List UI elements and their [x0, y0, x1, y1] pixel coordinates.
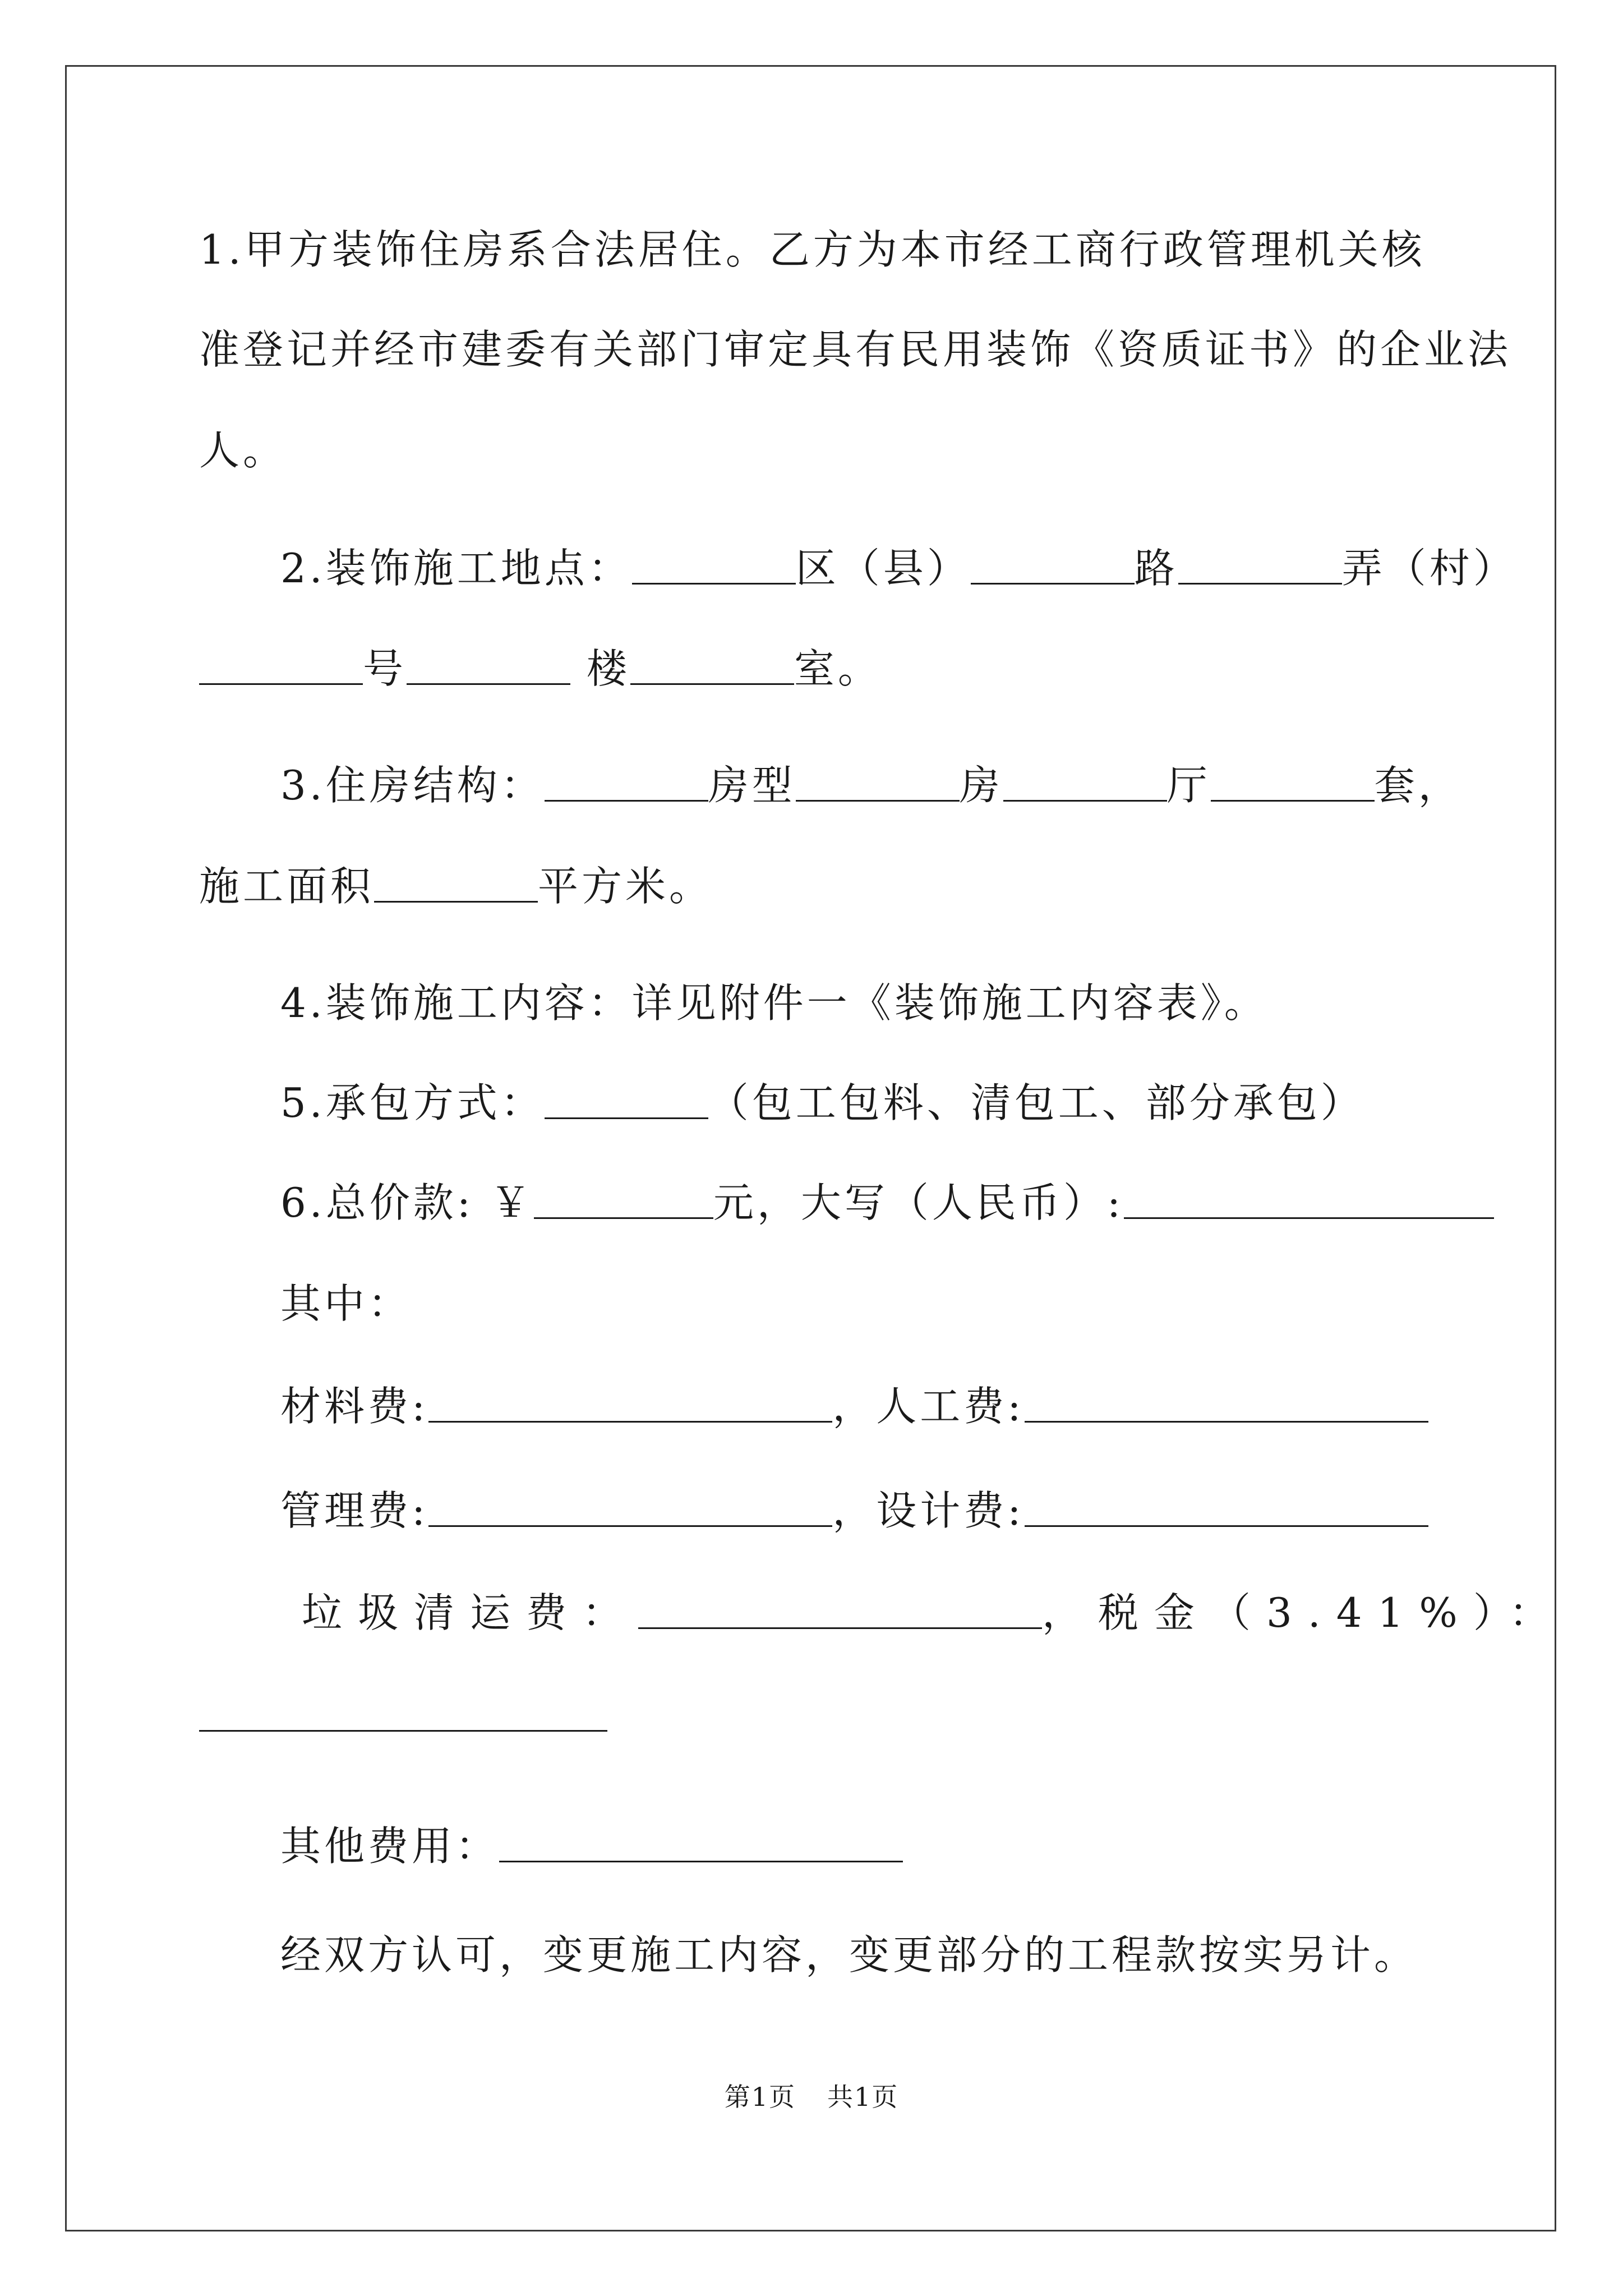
page-number: 第1页: [724, 2082, 796, 2112]
total-price-words-label: 元，大写（人民币）:: [713, 1179, 1124, 1226]
tax-label: ，税金（3.41%）：: [1042, 1589, 1565, 1636]
labor-fee-label: ，人工费:: [832, 1383, 1025, 1430]
clause-3-line-1: [280, 760, 1462, 811]
labor-fee-blank[interactable]: [1025, 1382, 1428, 1422]
page-footer: [0, 2080, 1623, 2114]
management-fee-blank[interactable]: [428, 1487, 832, 1526]
clause-3-label: 3.住房结构：: [280, 762, 545, 809]
clause-1-line-2: 准登记并经市建委有关部门审定具有民用装饰《资质证书》的企业法: [199, 326, 1512, 373]
lane-label: 弄（村）: [1341, 545, 1517, 592]
garbage-fee-label: 垃圾清运费：: [302, 1589, 639, 1636]
building-label: 楼: [570, 645, 630, 692]
units-blank[interactable]: [1211, 761, 1375, 801]
material-labor-line: [280, 1381, 1428, 1432]
clause-5: [280, 1078, 1364, 1128]
halls-blank[interactable]: [1003, 761, 1167, 801]
clause-4: 4.装饰施工内容：详见附件一《装饰施工内容表》。: [280, 979, 1268, 1027]
other-fees-line: [280, 1821, 903, 1871]
area-unit: 平方米。: [538, 863, 713, 910]
district-label: 区（县）: [795, 545, 971, 592]
rooms-label: 房: [959, 762, 1003, 809]
road-blank[interactable]: [971, 544, 1135, 584]
of-which-label: 其中：: [280, 1280, 412, 1327]
design-fee-label: ，设计费:: [832, 1487, 1025, 1534]
rooms-blank[interactable]: [796, 761, 960, 801]
clause-2-label: 2.装饰施工地点：: [280, 545, 632, 592]
total-price-words-blank[interactable]: [1124, 1179, 1494, 1218]
total-price-blank[interactable]: [534, 1179, 713, 1218]
room-label: 室。: [794, 645, 882, 692]
clause-2-line-1: [280, 543, 1517, 593]
clause-3-line-2: [199, 861, 713, 912]
garbage-fee-blank[interactable]: [638, 1589, 1042, 1628]
garbage-tax-line: [302, 1588, 1565, 1638]
material-fee-label: 材料费:: [280, 1383, 429, 1430]
contract-method-blank[interactable]: [545, 1079, 708, 1119]
house-type-blank[interactable]: [545, 761, 708, 801]
house-type-label: 房型: [708, 762, 796, 809]
number-label: 号: [363, 645, 407, 692]
tax-blank[interactable]: [199, 1691, 607, 1731]
management-design-line: [280, 1485, 1428, 1536]
clause-2-line-2: [199, 643, 882, 694]
management-fee-label: 管理费:: [280, 1487, 429, 1534]
design-fee-blank[interactable]: [1025, 1487, 1428, 1526]
district-blank[interactable]: [632, 544, 796, 584]
area-blank[interactable]: [374, 862, 538, 902]
change-clause: 经双方认可，变更施工内容，变更部分的工程款按实另计。: [280, 1931, 1418, 1978]
material-fee-blank[interactable]: [428, 1382, 832, 1422]
number-blank[interactable]: [199, 645, 363, 684]
page-total: 共1页: [827, 2082, 899, 2112]
contract-method-options: （包工包料、清包工、部分承包）: [708, 1079, 1364, 1126]
road-label: 路: [1134, 545, 1178, 592]
lane-blank[interactable]: [1178, 544, 1342, 584]
page-border: [65, 65, 1556, 2231]
contract-method-label: 5.承包方式：: [280, 1079, 545, 1126]
tax-line: [199, 1690, 607, 1741]
clause-6: [280, 1177, 1494, 1228]
halls-label: 厅: [1166, 762, 1211, 809]
other-fees-blank[interactable]: [499, 1822, 903, 1862]
total-price-label: 6.总价款: ￥: [280, 1179, 534, 1226]
units-label: 套，: [1374, 762, 1462, 809]
clause-1-line-1: 1.甲方装饰住房系合法居住。乙方为本市经工商行政管理机关核: [199, 226, 1426, 273]
clause-1-line-3: 人。: [199, 427, 287, 474]
other-fees-label: 其他费用：: [280, 1823, 500, 1870]
building-blank[interactable]: [407, 645, 570, 684]
area-label: 施工面积: [199, 863, 375, 910]
room-blank[interactable]: [630, 645, 794, 684]
